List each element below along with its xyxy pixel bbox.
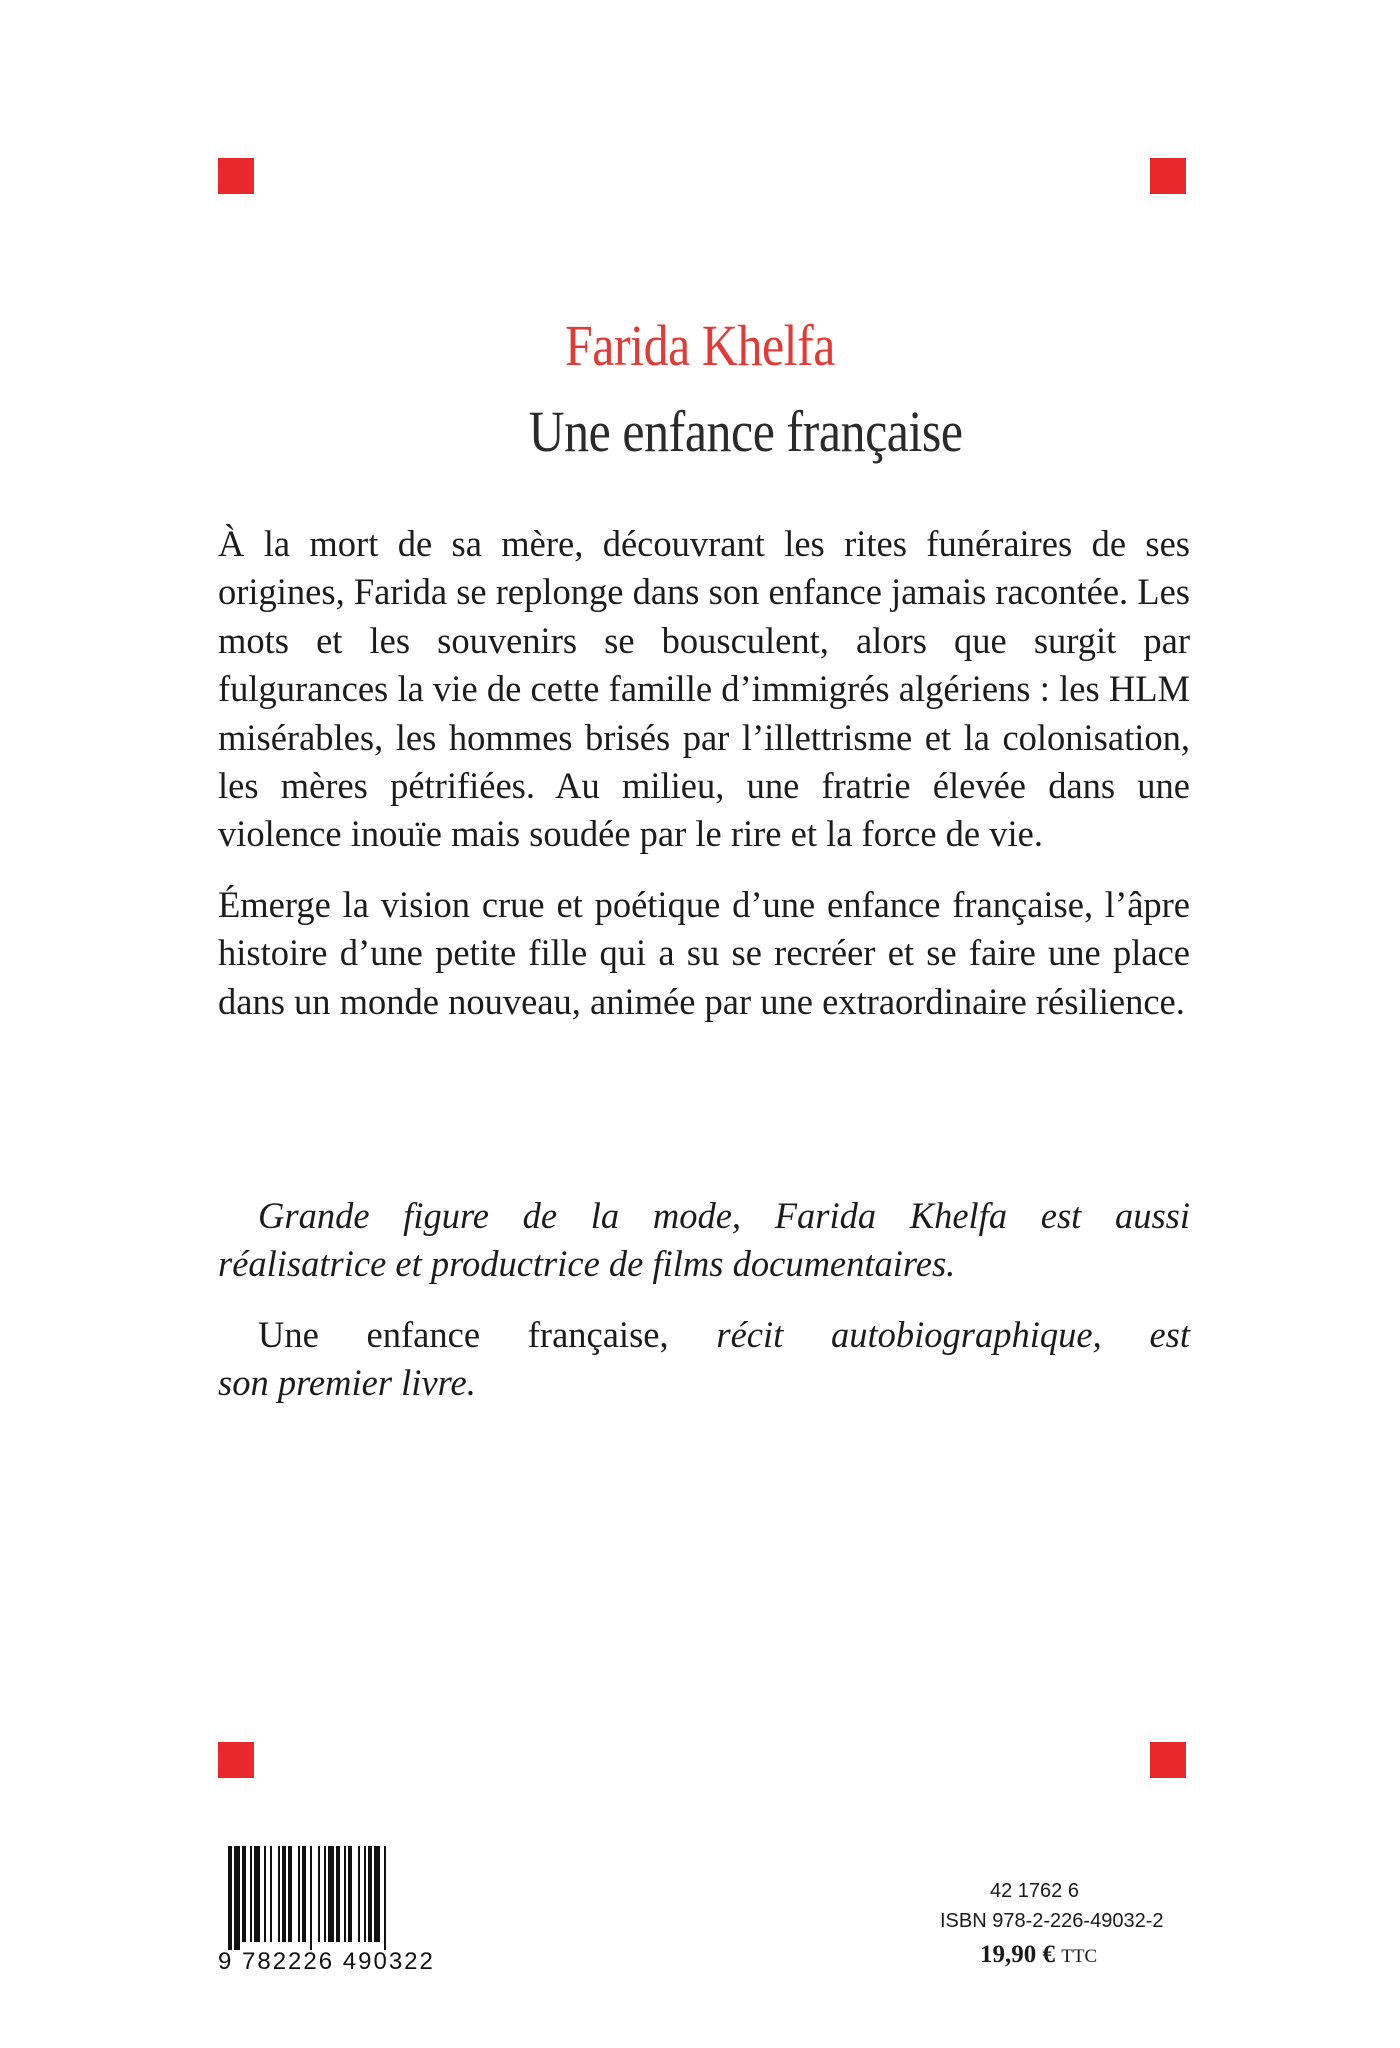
price xyxy=(980,1940,1200,1972)
price-value: 19,90 € xyxy=(980,1941,1055,1968)
bio-book-title: Une enfance française, xyxy=(258,1313,669,1355)
author-name: Farida Khelfa xyxy=(564,313,836,378)
book-title: Une enfance française xyxy=(528,399,963,464)
bio-line-4: son premier livre. xyxy=(218,1362,476,1404)
summary-paragraph-1: À la mort de sa mère, découvrant les rites funéraires de ses origines, Farida se replonge dans son enfance jamais racontée. Les mots et les souvenirs se bousculent, alors que surgit par fulgurances la vie de cette famille d’immigrés algériens : les HLM misérables, les hommes brisés par l’illettrisme et la colonisation, les mères pétrifiées. Au milieu, une fratrie élevée dans une violence inouïe mais soudée par le rire et la force de vie. xyxy=(218,523,1190,855)
bio-line-1: Grande figure de la mode, Farida Khelfa est aussi xyxy=(258,1195,1190,1236)
bio-line-3 xyxy=(218,1311,1190,1359)
isbn: ISBN 978-2-226-49032-2 xyxy=(940,1910,1164,1932)
barcode-digits: 9 782226 490322 xyxy=(218,1948,435,1975)
red-square-top-right xyxy=(1150,158,1186,194)
red-square-bottom-left xyxy=(218,1742,254,1778)
product-code: 42 1762 6 xyxy=(990,1880,1079,1902)
price-suffix: TTC xyxy=(1061,1946,1098,1967)
author-bio xyxy=(218,1192,1190,1408)
barcode xyxy=(218,1846,468,1976)
book-info xyxy=(940,1876,1200,1972)
red-square-bottom-right xyxy=(1150,1742,1186,1778)
summary-text xyxy=(218,520,1190,1048)
bio-line-2: réalisatrice et productrice de films documentaires. xyxy=(218,1243,956,1285)
red-square-top-left xyxy=(218,158,254,194)
bio-line-3-italic: récit autobiographique, est xyxy=(716,1313,1190,1355)
barcode-bars xyxy=(228,1846,454,1950)
summary-paragraph-2: Émerge la vision crue et poétique d’une enfance française, l’âpre histoire d’une petite fille qui a su se recréer et se faire une place dans un monde nouveau, animée par une extraordinaire résilience. xyxy=(218,883,1190,1022)
